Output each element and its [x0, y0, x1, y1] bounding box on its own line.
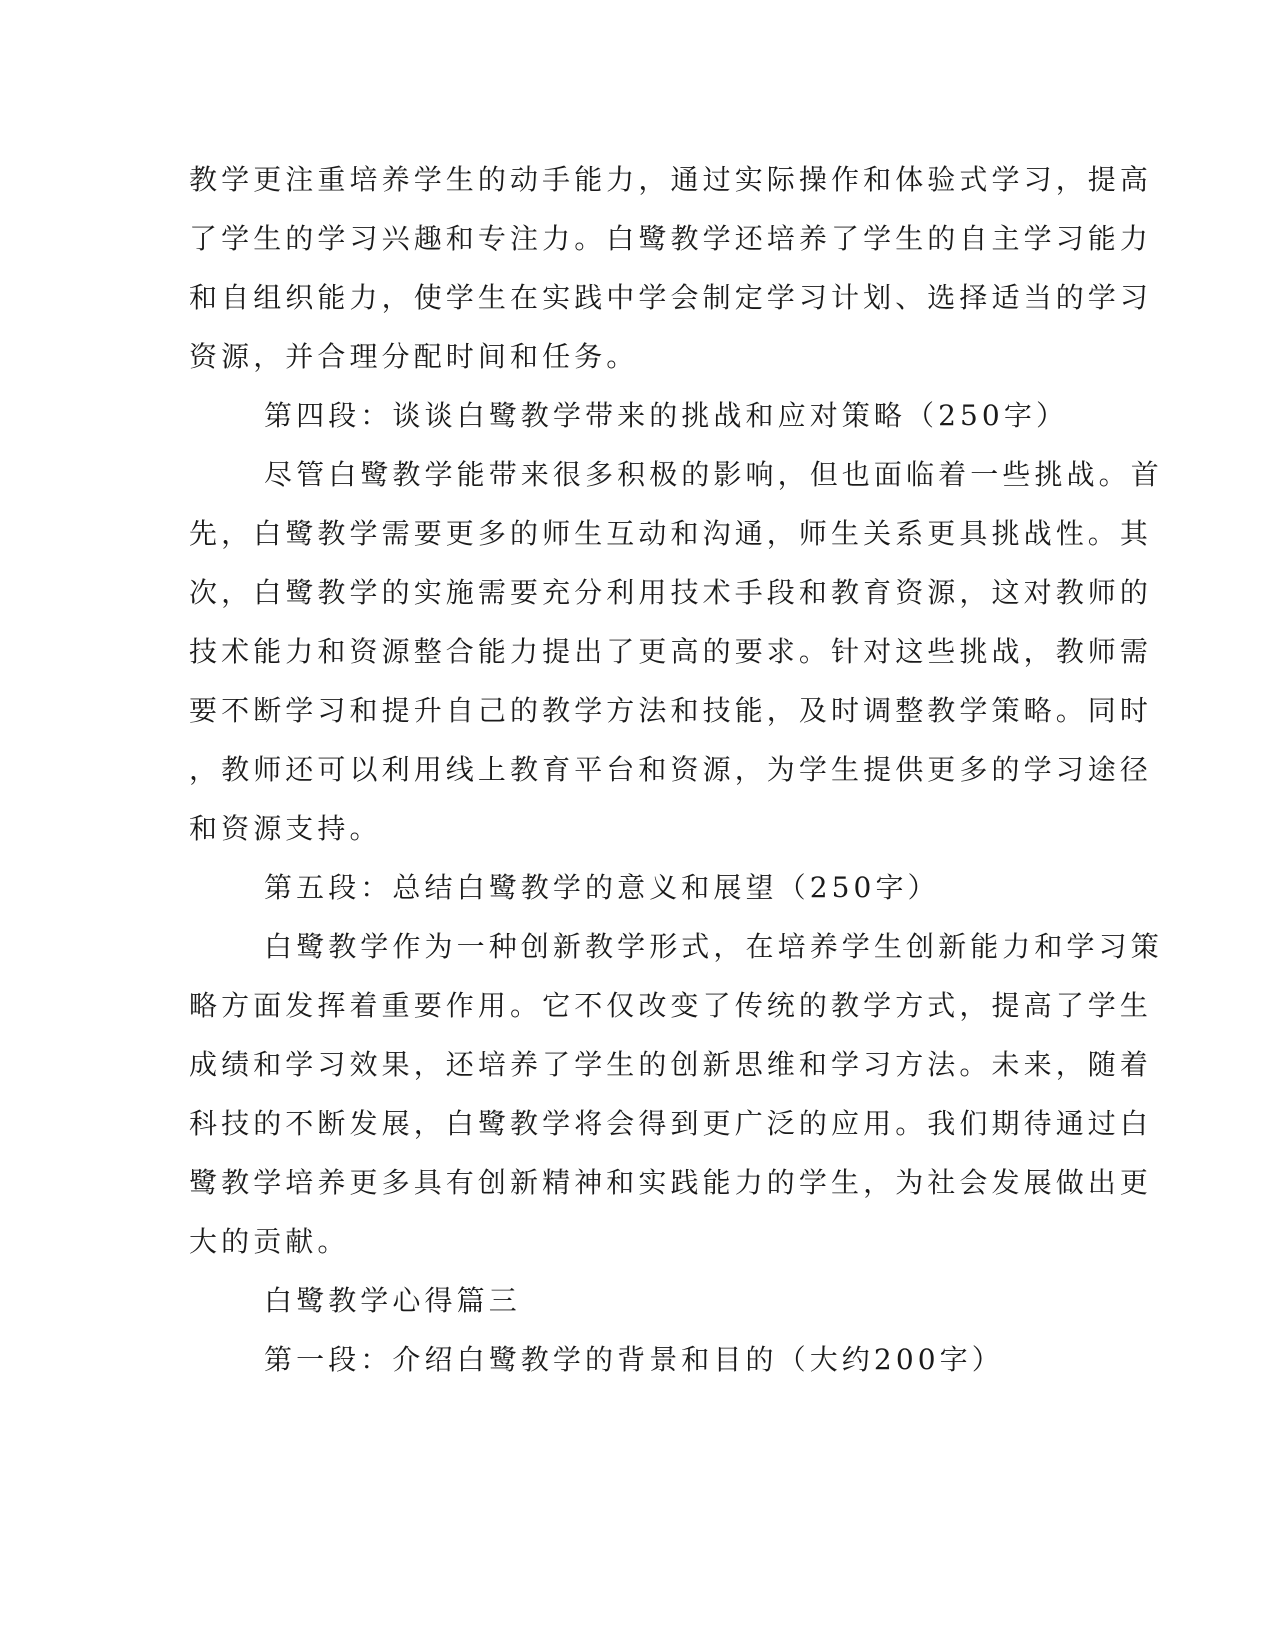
paragraph-line: 和资源支持。: [189, 812, 382, 845]
paragraph-line: 和自组织能力，使学生在实践中学会制定学习计划、选择适当的学习: [189, 281, 1153, 314]
paragraph-line: 技术能力和资源整合能力提出了更高的要求。针对这些挑战，教师需: [189, 635, 1153, 668]
paragraph-line: 教学更注重培养学生的动手能力，通过实际操作和体验式学习，提高: [189, 163, 1153, 196]
paragraph-line: 白鹭教学作为一种创新教学形式，在培养学生创新能力和学习策: [264, 930, 1163, 963]
paragraph-line: 资源，并合理分配时间和任务。: [189, 340, 639, 373]
section-heading: 第四段：谈谈白鹭教学带来的挑战和应对策略（250字）: [264, 399, 1069, 432]
paragraph-line: 科技的不断发展，白鹭教学将会得到更广泛的应用。我们期待通过白: [189, 1107, 1153, 1140]
paragraph-line: 要不断学习和提升自己的教学方法和技能，及时调整教学策略。同时: [189, 694, 1153, 727]
article-title: 白鹭教学心得篇三: [264, 1284, 521, 1317]
paragraph-line: 大的贡献。: [189, 1225, 350, 1258]
paragraph-line: 先，白鹭教学需要更多的师生互动和沟通，师生关系更具挑战性。其: [189, 517, 1153, 550]
section-heading: 第一段：介绍白鹭教学的背景和目的（大约200字）: [264, 1343, 1004, 1376]
paragraph-line: 次，白鹭教学的实施需要充分利用技术手段和教育资源，这对教师的: [189, 576, 1153, 609]
paragraph-line: 了学生的学习兴趣和专注力。白鹭教学还培养了学生的自主学习能力: [189, 222, 1153, 255]
section-heading: 第五段：总结白鹭教学的意义和展望（250字）: [264, 871, 940, 904]
paragraph-line: ，教师还可以利用线上教育平台和资源，为学生提供更多的学习途径: [189, 753, 1153, 786]
paragraph-line: 略方面发挥着重要作用。它不仅改变了传统的教学方式，提高了学生: [189, 989, 1153, 1022]
paragraph-line: 尽管白鹭教学能带来很多积极的影响，但也面临着一些挑战。首: [264, 458, 1163, 491]
paragraph-line: 成绩和学习效果，还培养了学生的创新思维和学习方法。未来，随着: [189, 1048, 1153, 1081]
paragraph-line: 鹭教学培养更多具有创新精神和实践能力的学生，为社会发展做出更: [189, 1166, 1153, 1199]
